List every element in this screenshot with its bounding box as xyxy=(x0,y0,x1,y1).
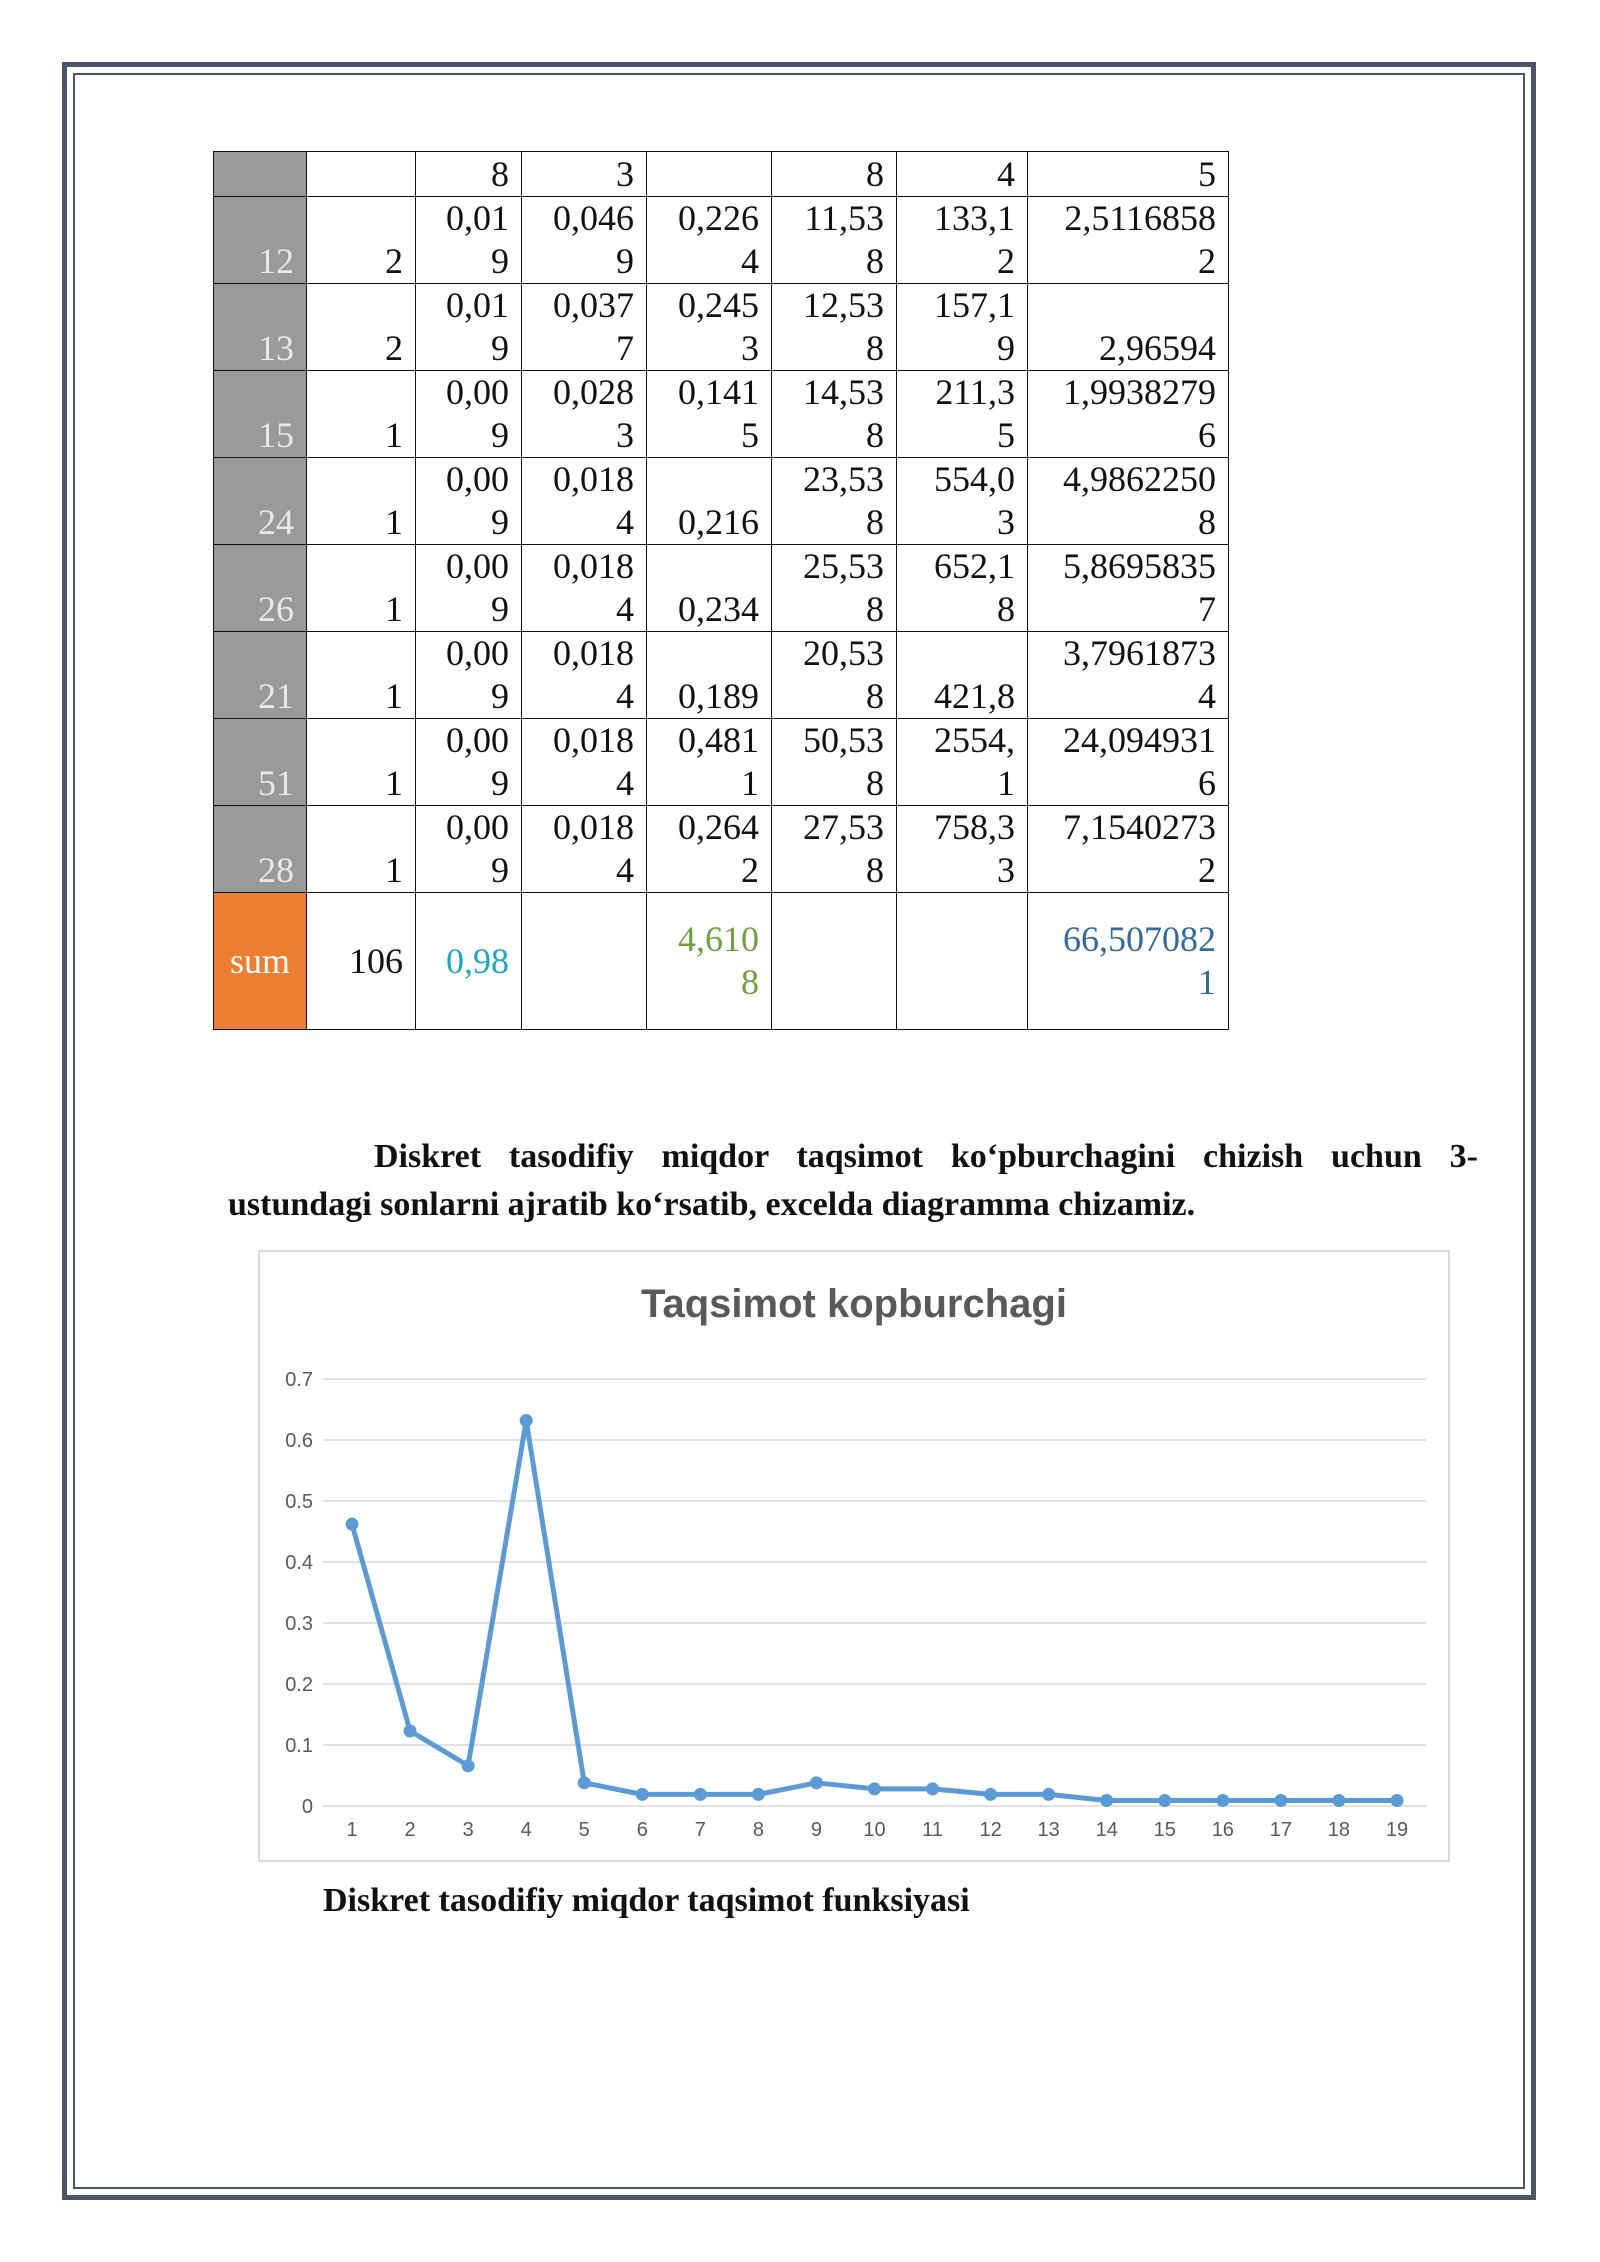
cell-value: 4 xyxy=(997,154,1015,194)
x-tick-label: 1 xyxy=(346,1819,358,1841)
data-point xyxy=(578,1776,591,1789)
x-tick-label: 17 xyxy=(1269,1819,1292,1841)
x-tick-label: 8 xyxy=(752,1819,764,1841)
data-point xyxy=(926,1782,939,1795)
table-cell xyxy=(772,632,897,719)
table-cell xyxy=(522,806,647,893)
data-point xyxy=(752,1788,765,1801)
cell-value: 20,53 8 xyxy=(803,633,884,716)
cell-value: 0,018 4 xyxy=(553,633,634,716)
cell-value: 1 xyxy=(385,850,403,890)
table-cell xyxy=(1028,284,1229,371)
table-cell xyxy=(897,152,1028,197)
cell-value: 21 xyxy=(258,676,294,716)
cell-value: 25,53 8 xyxy=(803,546,884,629)
table-cell xyxy=(1028,152,1229,197)
table-cell xyxy=(647,284,772,371)
table-cell xyxy=(772,458,897,545)
cell-value: 0,216 xyxy=(678,502,759,542)
cell-value: 66,507082 1 xyxy=(1063,919,1216,1002)
table-cell xyxy=(897,719,1028,806)
table-cell xyxy=(522,371,647,458)
cell-value: 4,9862250 8 xyxy=(1063,459,1216,542)
row-label-cell xyxy=(214,197,307,284)
cell-value: 14,53 8 xyxy=(803,372,884,455)
table-cell xyxy=(416,719,522,806)
table-cell xyxy=(897,632,1028,719)
y-tick-label: 0 xyxy=(301,1796,313,1818)
table-row xyxy=(214,284,1229,371)
sum-label-cell xyxy=(214,893,307,1030)
cell-value: 2,96594 xyxy=(1099,328,1216,368)
cell-value: 26 xyxy=(258,589,294,629)
table-cell xyxy=(897,284,1028,371)
data-point xyxy=(1332,1794,1345,1807)
row-label-cell xyxy=(214,152,307,197)
x-tick-label: 19 xyxy=(1385,1819,1409,1841)
table-cell xyxy=(1028,458,1229,545)
sum-cell xyxy=(522,893,647,1030)
row-label-cell xyxy=(214,632,307,719)
table-cell xyxy=(307,152,416,197)
row-label-cell xyxy=(214,545,307,632)
x-tick-label: 12 xyxy=(979,1819,1002,1841)
data-point xyxy=(520,1414,533,1427)
cell-value: 15 xyxy=(258,415,294,455)
table-row-sum xyxy=(214,893,1229,1030)
x-tick-label: 11 xyxy=(922,1819,943,1841)
cell-value: 758,3 3 xyxy=(934,807,1015,890)
table-cell xyxy=(1028,371,1229,458)
cell-value: 0,00 9 xyxy=(446,546,509,629)
cell-value: 652,1 8 xyxy=(934,546,1015,629)
cell-value: 0,018 4 xyxy=(553,459,634,542)
table-cell xyxy=(897,545,1028,632)
table-row xyxy=(214,197,1229,284)
x-tick-label: 6 xyxy=(636,1819,648,1841)
table-cell xyxy=(522,197,647,284)
line-chart xyxy=(258,1250,1450,1862)
table-cell xyxy=(522,152,647,197)
table-cell xyxy=(772,371,897,458)
cell-value: 8 xyxy=(491,154,509,194)
table-cell xyxy=(522,458,647,545)
table-cell xyxy=(647,719,772,806)
data-point xyxy=(1216,1794,1229,1807)
cell-value: 106 xyxy=(349,940,403,981)
table-cell xyxy=(647,545,772,632)
cell-value: 133,1 2 xyxy=(934,198,1015,281)
y-tick-label: 0.5 xyxy=(285,1491,313,1513)
sum-cell xyxy=(647,893,772,1030)
cell-value: 51 xyxy=(258,763,294,803)
table-cell xyxy=(772,806,897,893)
y-tick-label: 0.1 xyxy=(285,1735,313,1757)
chart-title: Taqsimot kopburchagi xyxy=(641,1282,1067,1326)
table-cell xyxy=(307,284,416,371)
table-cell xyxy=(897,458,1028,545)
table-cell xyxy=(307,719,416,806)
cell-value: 28 xyxy=(258,850,294,890)
sum-cell xyxy=(307,893,416,1030)
x-tick-label: 5 xyxy=(578,1819,590,1841)
cell-value: 11,53 8 xyxy=(804,198,884,281)
cell-value: 1 xyxy=(385,502,403,542)
data-point xyxy=(810,1776,823,1789)
table-cell xyxy=(416,284,522,371)
sum-cell xyxy=(1028,893,1229,1030)
cell-value: 12 xyxy=(258,241,294,281)
data-point xyxy=(346,1518,359,1531)
table-cell xyxy=(1028,197,1229,284)
table-cell xyxy=(647,806,772,893)
cell-value: 0,00 9 xyxy=(446,720,509,803)
cell-value: 1 xyxy=(385,676,403,716)
table-cell xyxy=(522,284,647,371)
table-cell xyxy=(647,152,772,197)
figure-caption: Diskret tasodifiy miqdor taqsimot funksiyasi xyxy=(323,1882,970,1919)
table-row xyxy=(214,632,1229,719)
table-cell xyxy=(307,632,416,719)
series-line xyxy=(352,1421,1397,1801)
y-tick-label: 0.2 xyxy=(285,1674,313,1696)
cell-value: 4,610 8 xyxy=(678,919,759,1002)
data-point xyxy=(404,1724,417,1737)
cell-value: 13 xyxy=(258,328,294,368)
cell-value: 0,00 9 xyxy=(446,372,509,455)
cell-value: 0,018 4 xyxy=(553,546,634,629)
table-row-header xyxy=(214,152,1229,197)
y-tick-label: 0.4 xyxy=(285,1552,313,1574)
table-cell xyxy=(307,545,416,632)
table-cell xyxy=(897,806,1028,893)
table-cell xyxy=(522,719,647,806)
data-point xyxy=(1274,1794,1287,1807)
table-cell xyxy=(307,806,416,893)
sum-cell xyxy=(897,893,1028,1030)
x-tick-label: 7 xyxy=(694,1819,706,1841)
body-paragraph: Diskret tasodifiy miqdor taqsimot ko‘pburchagini chizish uchun 3-ustundagi sonlarni ajratib ko‘rsatib, excelda diagramma chizamiz. xyxy=(228,1138,1478,1223)
table-row xyxy=(214,371,1229,458)
data-point xyxy=(1042,1788,1055,1801)
table-row xyxy=(214,806,1229,893)
y-tick-label: 0.7 xyxy=(285,1369,313,1391)
table-cell xyxy=(1028,545,1229,632)
y-tick-label: 0.6 xyxy=(285,1430,313,1452)
cell-value: 0,264 2 xyxy=(678,807,759,890)
cell-value: 0,01 9 xyxy=(446,285,509,368)
cell-value: 0,018 4 xyxy=(553,720,634,803)
table-cell xyxy=(416,371,522,458)
table-cell xyxy=(416,152,522,197)
cell-value: 0,98 xyxy=(446,940,509,981)
table-cell xyxy=(1028,719,1229,806)
row-label-cell xyxy=(214,371,307,458)
sum-cell xyxy=(772,893,897,1030)
table-cell xyxy=(1028,632,1229,719)
data-point xyxy=(694,1788,707,1801)
table-cell xyxy=(416,806,522,893)
cell-value: 0,226 4 xyxy=(678,198,759,281)
table-cell xyxy=(772,719,897,806)
data-table xyxy=(213,151,1229,1030)
cell-value: 0,037 7 xyxy=(553,285,634,368)
x-tick-label: 18 xyxy=(1327,1819,1351,1841)
y-tick-label: 0.3 xyxy=(285,1613,313,1635)
table-cell xyxy=(897,371,1028,458)
table-cell xyxy=(647,458,772,545)
cell-value: 0,141 5 xyxy=(678,372,759,455)
data-point xyxy=(1100,1794,1113,1807)
table-cell xyxy=(647,197,772,284)
table-cell xyxy=(522,545,647,632)
cell-value: 1 xyxy=(385,589,403,629)
data-point xyxy=(1158,1794,1171,1807)
cell-value: 5,8695835 7 xyxy=(1063,546,1216,629)
x-tick-label: 3 xyxy=(462,1819,474,1841)
cell-value: 3 xyxy=(616,154,634,194)
cell-value: 1 xyxy=(385,415,403,455)
cell-value: 1 xyxy=(385,763,403,803)
cell-value: 24,094931 6 xyxy=(1063,720,1216,803)
cell-value: 0,189 xyxy=(678,676,759,716)
cell-value: 0,00 9 xyxy=(446,459,509,542)
cell-value: 0,245 3 xyxy=(678,285,759,368)
x-tick-label: 9 xyxy=(810,1819,823,1841)
table-row xyxy=(214,545,1229,632)
row-label-cell xyxy=(214,458,307,545)
cell-value: 0,046 9 xyxy=(553,198,634,281)
cell-value: 50,53 8 xyxy=(803,720,884,803)
table-cell xyxy=(522,632,647,719)
cell-value: 421,8 xyxy=(934,676,1015,716)
cell-value: 2 xyxy=(385,328,403,368)
x-tick-label: 14 xyxy=(1095,1819,1118,1841)
cell-value: 2 xyxy=(385,241,403,281)
table-cell xyxy=(307,371,416,458)
cell-value: 1,9938279 6 xyxy=(1063,372,1216,455)
cell-value: 12,53 8 xyxy=(803,285,884,368)
table-cell xyxy=(1028,806,1229,893)
table-cell xyxy=(307,458,416,545)
table-cell xyxy=(647,371,772,458)
row-label-cell xyxy=(214,806,307,893)
row-label-cell xyxy=(214,284,307,371)
cell-value: 27,53 8 xyxy=(803,807,884,890)
x-tick-label: 15 xyxy=(1153,1819,1176,1841)
table-cell xyxy=(416,545,522,632)
table-cell xyxy=(897,197,1028,284)
cell-value: 211,3 5 xyxy=(935,372,1015,455)
cell-value: 157,1 9 xyxy=(934,285,1015,368)
cell-value: 2554, 1 xyxy=(934,720,1015,803)
cell-value: 0,028 3 xyxy=(553,372,634,455)
cell-value: 0,018 4 xyxy=(553,807,634,890)
x-tick-label: 4 xyxy=(520,1819,532,1841)
table-cell xyxy=(416,458,522,545)
x-tick-label: 10 xyxy=(863,1819,886,1841)
table-cell xyxy=(772,197,897,284)
cell-value: 554,0 3 xyxy=(934,459,1015,542)
data-point xyxy=(1390,1794,1403,1807)
data-point xyxy=(984,1788,997,1801)
cell-value: sum xyxy=(229,940,290,981)
cell-value: 0,00 9 xyxy=(446,633,509,716)
table-cell xyxy=(772,545,897,632)
cell-value: 3,7961873 4 xyxy=(1063,633,1216,716)
data-point xyxy=(636,1788,649,1801)
cell-value: 23,53 8 xyxy=(803,459,884,542)
cell-value: 0,481 1 xyxy=(678,720,759,803)
sum-cell xyxy=(416,893,522,1030)
table-cell xyxy=(772,152,897,197)
row-label-cell xyxy=(214,719,307,806)
x-tick-label: 13 xyxy=(1037,1819,1060,1841)
table-row xyxy=(214,458,1229,545)
cell-value: 8 xyxy=(866,154,884,194)
cell-value: 0,01 9 xyxy=(446,198,509,281)
cell-value: 2,5116858 2 xyxy=(1064,198,1216,281)
cell-value: 0,00 9 xyxy=(446,807,509,890)
cell-value: 24 xyxy=(258,502,294,542)
table-cell xyxy=(416,197,522,284)
cell-value: 5 xyxy=(1198,154,1216,194)
table-cell xyxy=(647,632,772,719)
x-tick-label: 2 xyxy=(404,1819,416,1841)
table-cell xyxy=(772,284,897,371)
cell-value: 7,1540273 2 xyxy=(1063,807,1216,890)
x-tick-label: 16 xyxy=(1211,1819,1234,1841)
table-row xyxy=(214,719,1229,806)
data-point xyxy=(462,1759,475,1772)
cell-value: 0,234 xyxy=(678,589,759,629)
table-cell xyxy=(416,632,522,719)
data-point xyxy=(868,1782,881,1795)
table-cell xyxy=(307,197,416,284)
